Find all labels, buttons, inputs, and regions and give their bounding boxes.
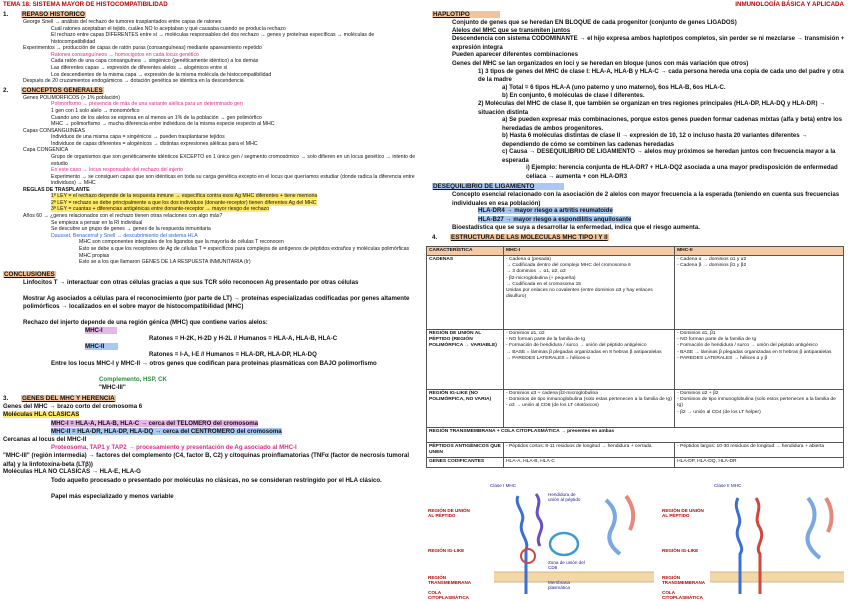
s3-line-1: Linfocitos T → interactuar con otras células gracias a que sus TCR sólo reconocen Ag presentado por otras células <box>23 278 359 286</box>
s1-line-8: Los descendientes de la misma capa → expresión de la misma molécula de histocompatibilidad <box>51 71 272 78</box>
f1-label-cd8: Zona de unión del CD8 <box>548 560 585 571</box>
s1-line-6: Cada ratón de una capa consanguínea → singénico (genéticamente idéntico) a los demás <box>51 58 259 65</box>
s4-line-1: Genes del MHC → brazo corto del cromosoma 6 <box>3 403 143 411</box>
f2-label-ig-region: REGIÓN IG-LIKE <box>662 548 699 553</box>
table-cell: - Cadena α (pesada) → Codificada dentro del complejo MHC del cromosoma 6 → 3 dominios → α1, α2, α3 - β2-microglobulina (+ pequeña) → Codificada en el cromosoma 15 Unidas por enlaces no covalentes (entre dominios α3 y hay enlaces disulfuro) <box>504 256 675 330</box>
r-line-16: HLA-B27 → mayor riesgo a espondilitis anquilosante <box>478 215 632 223</box>
s1-line-2: Cuál ratones aceptaban el tejido, cuáles NO lo aceptaban y qué causaba cuando se producía rechazo <box>51 25 286 32</box>
s2-line-21: MHC son componentes integrales de los ligandos que la mayoría de células T reconocen <box>79 239 284 246</box>
table-row-genes <box>427 458 844 467</box>
table-cell: - Péptidos largos: 10-30 residuos de longitud → hendidura + abierta <box>675 443 844 458</box>
s1-line-5: Ratones consanguíneos → homocigotos en cada locus genético <box>51 51 199 58</box>
s2-line-20: Dausset, Benacerraf y Snell → descubrimiento del sistema HLA <box>51 232 198 239</box>
table-row-ig-like <box>427 390 844 428</box>
s1-line-4: Experimentos → producción de capas de ratón puras (consanguíneas) mediante apareamiento repetido <box>23 45 262 52</box>
s4-line-8: Moléculas HLA NO CLÁSICAS → HLA-E, HLA-G <box>3 468 141 476</box>
r-line-11: b) Hasta 6 moléculas distintas de clase II → expresión de 10, 12 o incluso hasta 20 variantes diferentes → dependiendo de cómo se combinen las cadenas heredadas <box>502 132 808 148</box>
mhc-i-label: MHC-I <box>3 327 418 335</box>
r-line-12: c) Causa → DESEQUILIBRIO DE LIGAMIENTO → alelos muy próximos se heredan juntos con frecuencia mayor a la esperada <box>502 148 836 164</box>
mhc-comparison-table <box>426 246 844 468</box>
table-cell: - Dominios α3 + cadena β2-microglobulina - Dominios de tipo inmunoglobulina (solo estas pertenecen a la familia de Ig) - α3 → unión al CD8 (de los LT citotóxicos) <box>504 390 675 428</box>
r-line-2: Alelos del MHC que se transmiten juntos <box>452 27 571 35</box>
table-cell: REGIÓN IG-LIKE (NO POLIMÓRFICA, NO VARIA) <box>427 390 504 428</box>
table-header-cell: MHC-I <box>504 247 675 256</box>
s4-line-3: MHC-I = HLA-A, HLA-B, HLA-C → cerca del TELÓMERO del cromosoma <box>51 419 259 427</box>
page-header-left: TEMA 18: SISTEMA MAYOR DE HISTOCOMPATIBILIDAD <box>3 1 168 8</box>
s2-line-7: Individuos de una misma capa = singénicos → pueden trasplantarse tejidos <box>51 134 225 141</box>
s2-line-1: Genes POLIMÓRFICOS (> 1% población) <box>23 94 121 101</box>
s4-line-10: Papel más especializado y menos variable <box>51 492 174 500</box>
table-cell: PÉPTIDOS ANTIGÉNICOS QUE UNEN <box>427 443 504 458</box>
table-header-cell: MHC-II <box>675 247 844 256</box>
table-header-row <box>427 247 844 256</box>
right-column <box>426 9 846 242</box>
table-cell: GENES CODIFICANTES <box>427 458 504 467</box>
r-line-17: Bioestadística que se suya a desarrollar la enfermedad, indica que el riesgo aumenta. <box>452 223 700 231</box>
table-header-cell: CARACTERÍSTICA <box>427 247 504 256</box>
table-cell: - Péptidos cortos: 8-11 residuos de longitud → hendidura + cerrada <box>504 443 675 458</box>
s2-line-14: 1ª LEY = el rechazo depende de la respuesta inmune → específica contra esos Ag MHC diferentes + tiene memoria <box>51 193 318 200</box>
s1-line-9: Después de 20 cruzamientos endogámicos → dotación genética se idéntica en la descendencia <box>23 78 244 85</box>
s1-line-3: El rechazo entre capas DIFERENTES entre sí → moléculas responsables del dos rechazo → genes y proteínas específicas → moléculas de histocompatibilidad <box>51 32 375 45</box>
table-cell: - Dominios α1, β1 - NO forman parte de la familia de Ig - Formación de hendidura / surco → unión del péptido antigénico - BASE → láminas β plegadas organizadas en 8 hebras β antiparalelas - PAREDES LATERALES → hélices α y β <box>675 330 844 390</box>
s1-line-7: Las diferentes capas → expresión de diferentes alelos → alogénicos entre sí <box>51 64 228 71</box>
mhc-ii-label: MHC-II <box>3 343 418 351</box>
s2-line-18: Se empieza a pensar en la RI individual <box>51 219 143 226</box>
f1-label-cleft: Hendidura de unión al péptido <box>548 492 581 503</box>
s2-line-10: Grupo de organismos que son genéticamente idénticos EXCEPTO en 1 único gen / segmento cromosómico → solo difieren en un locus genético → intento de estudio <box>51 154 416 167</box>
table-cell: HLA-DP, HLA-DQ, HLA-DR <box>675 458 844 467</box>
s3-line-3: Rechazo del injerto depende de una región génica (MHC) que contiene varios alelos: <box>23 318 268 326</box>
s4-line-2: Moléculas HLA CLÁSICAS <box>3 411 80 419</box>
f1-label-tail: COLA CITOPLASMÁTICA <box>428 590 470 601</box>
f2-title: Clase II MHC <box>714 483 742 488</box>
s2-line-8: Individuos de capas diferentes = alogénicos → distintas expresiones alélicas para el MHC <box>51 140 258 147</box>
s2-line-5: MHC → polimorfismo → mucha diferencia entre individuos de la misma especie respecto al MHC <box>51 121 275 128</box>
f2-label-transmembrane: REGIÓN TRANSMEMBRANA <box>662 575 706 586</box>
s2-line-4: Cuando uno de los alelos se expresa en al menos un 1% de la población → gen polimórfico <box>51 114 262 121</box>
s2-line-17: Años 60 → ¿genes relacionados con el rechazo tienen otras relaciones con algo más? <box>23 213 223 220</box>
table-cell: REGIÓN TRANSMEMBRANA + COLA CITOPLASMÁTICA → presentes en ambas <box>427 428 844 443</box>
s2-line-23: Esto se a los que llamaron GENES DE LA RESPUESTA INMUNITARIA (Ir) <box>79 259 251 265</box>
f1-label-transmembrane: REGIÓN TRANSMEMBRANA <box>428 575 472 586</box>
r-line-15: HLA-DR4 → mayor riesgo a artritis reumatoide <box>478 207 613 215</box>
s4-line-9: Todo aquello procesado o presentado por moléculas no clásicas, no se consideran restringido por el HLA clásico. <box>51 476 382 484</box>
s2-line-19: Se descubre un grupo de genes → genes de la respuesta inmunitaria <box>51 226 211 233</box>
s4-line-4: MHC-II = HLA-DR, HLA-DP, HLA-DQ → cerca del CENTRÓMERO del cromosoma <box>51 427 282 435</box>
table-cell: - Cadena α → dominios α1 y α2 - Cadena β → dominios β1 y β2 <box>675 256 844 330</box>
table-cell: REGIÓN DE UNIÓN AL PÉPTIDO (REGIÓN POLIMÓRFICA → VARIABLE) <box>427 330 504 390</box>
f1-label-membrane: Membrana plasmática <box>548 580 570 591</box>
left-column <box>3 9 418 501</box>
table-row-cadenas <box>427 256 844 330</box>
table-cell: - Dominios α2 + β2 - Dominios de tipo inmunoglobulina (solo estos pertenecen a la familia de Ig) - β2 → unión al CD4 (de los LT helper) <box>675 390 844 428</box>
s2-line-12: Experimento → se consiguen capas que son idénticas en toda su carga genética excepto en el locus que queríamos estudiar (donde radica la diferencia entre individuos) → MHC <box>51 173 415 187</box>
table-row-transmembrana <box>427 428 844 443</box>
desequilibrio-heading: DESEQUILIBRIO DE LIGAMIENTO <box>426 183 846 191</box>
s4-line-6: Proteosoma, TAP1 y TAP2 → procesamiento y presentación de Ag asociado al MHC-I <box>51 444 297 452</box>
s3-line-4: Ratones = H-2K, H-2D y H-2L // Humanos = HLA-A, HLA-B, HLA-C <box>149 335 338 343</box>
s2-line-22: Esto se debe a que los receptores de Ag de células T = específicos para complejos de antígenos de péptidos extraños y moléculas polimórficas MHC propias <box>79 246 410 259</box>
section-1-heading: 1. REPASO HISTÓRICO <box>3 11 85 18</box>
f1-title: Clase I MHC <box>490 483 517 488</box>
table-cell: - Dominios α1, α2 - NO forman parte de la familia de Ig - Formación de hendidura / surco → unión del péptido antigénico → BASE = láminas β plegadas organizadas en 8 hebras β antiparalelas → PAREDES LATERALES = hélices-α <box>504 330 675 390</box>
table-cell: HLA-A, HLA-B, HLA-C <box>504 458 675 467</box>
table-row-union-peptido <box>427 330 844 390</box>
page-header-right: INMUNOLOGÍA BÁSICA Y APLICADA <box>735 1 844 8</box>
r-line-8: b) En conjunto, 6 moléculas de clase I diferentes. <box>502 92 645 100</box>
section-4-heading: 4. ESTRUCTURA DE LAS MOLÉCULAS MHC TIPO I Y II <box>432 233 608 241</box>
r-line-7: a) Total = 6 tipos HLA-A (uno paterno y uno materno), 6os HLA-B, 6os HLA-C. <box>502 83 726 91</box>
s2-line-3: 1 gen con 1 solo alelo → monomórfico <box>51 107 140 114</box>
f1-label-peptide-region: REGIÓN DE UNIÓN AL PÉPTIDO <box>428 508 470 519</box>
r-line-1: Conjunto de genes que se heredan EN BLOQUE de cada progenitor (conjunto de genes LIGADOS) <box>452 18 737 26</box>
s2-line-2: Polimorfismo → presencia de más de una variante alélica para un determinado gen <box>51 101 243 108</box>
s2-line-9: Capa CONGÉNICA <box>23 147 69 154</box>
s4-line-7: "MHC-III" (región intermedia) → factores del complemento (C4, factor B, C2) y citoquinas proinflamatorias (TNFα (factor de necrosis tumoral alfa) y la linfotoxina-beta (LTβ)) <box>3 452 410 468</box>
s2-line-15: 2ª LEY = rechazo se debe principalmente a que los dos individuos (donante-receptor) tienen diferentes Ag del MHC <box>51 199 317 206</box>
haplotipo-heading: HAPLOTIPO <box>426 11 846 19</box>
s2-line-13: REGLAS DE TRASPLANTE <box>23 186 90 193</box>
r-line-3: Descendencia con sistema CODOMINANTE → el hijo expresa ambos haplotipos completos, sin perder se ni mezclarse → transmisión + expresión íntegra <box>452 35 845 51</box>
s2-line-6: Capas CONSANGUÍNEAS <box>23 127 85 134</box>
s4-line-5: Cercanas al locus del MHC-II <box>3 435 87 443</box>
s3-line-2: Mostrar Ag asociados a células para el reconocimiento (por parte de LT) → proteínas especializadas codificadas por genes altamente polimórficos → localizados en el sobre mayor de histocompatibilidad (MHC) <box>23 294 410 310</box>
r-line-4: Pueden aparecer diferentes combinaciones <box>452 51 578 59</box>
section-conclusiones-heading: CONCLUSIONES <box>4 270 55 278</box>
r-line-14: Concepto esencial relacionado con la asociación de 2 alelos con mayor frecuencia a la esperada (teniendo en cuenta sus frecuencias individuales en esa población) <box>452 191 840 207</box>
table-cell: CADENAS <box>427 256 504 330</box>
s2-line-16: 3ª LEY = cuantas + diferencias antigénicas entre donante-receptor → mayor riesgo de rechazo <box>51 206 270 213</box>
r-line-5: Genes del MHC se lan organizados en loci y se heredan en bloque (unos con más variación que otros) <box>452 59 749 67</box>
f2-label-tail: COLA CITOPLASMÁTICA <box>662 590 704 601</box>
r-line-6: 1) 3 tipos de genes del MHC de clase I: HLA-A, HLA-B y HLA-C → cada persona hereda una copia de cada uno del padre y otra de la madre <box>478 67 844 84</box>
s2-line-11: En este caso → locus responsable del rechazo del injerto <box>51 167 184 174</box>
r-line-13: i) Ejemplo: herencia conjunta de HLA-DR7 + HLA-DQ2 asociada a una mayor predisposición de enfermedad celíaca → aumenta + con HLA-DR3 <box>526 164 838 180</box>
f2-label-peptide-region: REGIÓN DE UNIÓN AL PÉPTIDO <box>662 508 704 519</box>
r-line-10: a) Se pueden expresar más combinaciones, porque estos genes pueden formar cadenas mixtas (alfa y beta) entre los heredadas de ambos progenitores. <box>502 116 843 132</box>
section-2-heading: 2. CONCEPTOS GENERALES <box>3 86 103 94</box>
section-3-heading: 3. GENES DEL MHC Y HERENCIA <box>3 395 115 403</box>
s1-line-1: George Snell → análisis del rechazo de tumores trasplantados entre capas de ratones <box>23 18 222 25</box>
s3-line-6: Entre los locus MHC-I y MHC-II → otros genes que codifican para proteínas plasmáticas con BAJO polimorfismo <box>51 359 377 367</box>
s3-line-7: Complemento, HSP, CK <box>99 375 167 383</box>
table-row-peptidos <box>427 443 844 458</box>
f1-label-ig-region: REGIÓN IG-LIKE <box>428 548 465 553</box>
r-line-9: 2) Moléculas del MHC de clase II, que también se organizan en tres regiones principales (HLA-DP, HLA-DQ y HLA-DR) → situación distinta <box>478 100 826 116</box>
s3-line-5: Ratones = I-A, I-E // Humanos = HLA-DR, HLA-DP, HLA-DQ <box>149 351 317 359</box>
s3-line-8: "MHC-III" <box>99 383 126 391</box>
